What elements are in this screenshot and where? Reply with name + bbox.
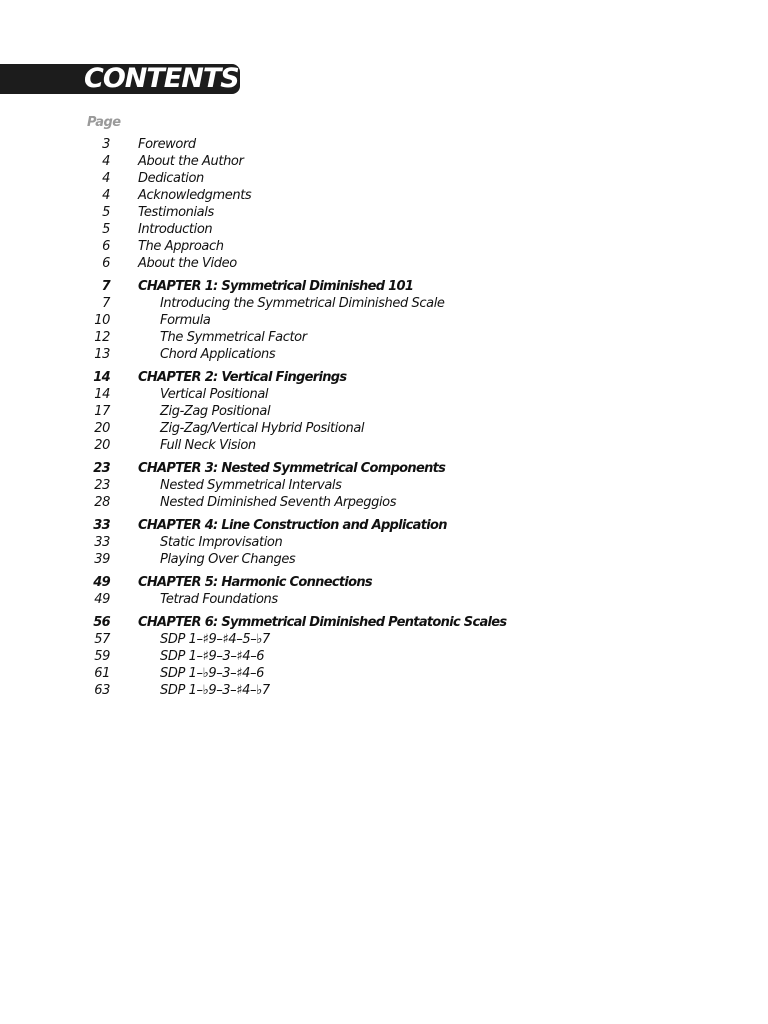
toc-entry-row xyxy=(0,420,768,437)
toc-chapter-title: CHAPTER 6: Symmetrical Diminished Pentatonic Scales xyxy=(138,615,507,630)
toc-entry-row xyxy=(0,386,768,403)
toc-entry-row xyxy=(0,221,768,238)
toc-page-number: 20 xyxy=(94,438,110,453)
toc-entry-row xyxy=(0,403,768,420)
toc-page-number: 14 xyxy=(94,387,110,402)
toc-page-number: 33 xyxy=(94,535,110,550)
toc-chapter-row xyxy=(0,574,768,591)
toc-chapter-row xyxy=(0,460,768,477)
toc-entry-row xyxy=(0,153,768,170)
toc-entry-title: SDP 1–♯9–3–♯4–6 xyxy=(160,649,265,664)
toc-entry-title: SDP 1–♯9–♯4–5–♭7 xyxy=(160,632,270,647)
toc-chapter-row xyxy=(0,614,768,631)
toc-entry-title: Full Neck Vision xyxy=(160,438,256,453)
toc-entry-row xyxy=(0,648,768,665)
toc-entry-title: SDP 1–♭9–3–♯4–♭7 xyxy=(160,683,270,698)
toc-page-number: 57 xyxy=(94,632,110,647)
toc-chapter-title: CHAPTER 4: Line Construction and Application xyxy=(138,518,447,533)
toc-entry-title: Playing Over Changes xyxy=(160,552,296,567)
toc-page-number: 7 xyxy=(101,279,110,294)
page-column-label: Page xyxy=(87,115,121,130)
toc-page-number: 20 xyxy=(94,421,110,436)
toc-page-number: 33 xyxy=(93,518,110,533)
toc-page-number: 4 xyxy=(102,171,110,186)
toc-entry-title: Zig-Zag Positional xyxy=(160,404,271,419)
toc-page-number: 10 xyxy=(94,313,110,328)
toc-page-number: 4 xyxy=(102,188,110,203)
toc-entry-title: Static Improvisation xyxy=(160,535,283,550)
toc-entry-title: About the Video xyxy=(138,256,237,271)
toc-entry-row xyxy=(0,170,768,187)
toc-entry-title: The Symmetrical Factor xyxy=(160,330,307,345)
toc-entry-row xyxy=(0,329,768,346)
toc-page-number: 5 xyxy=(102,205,110,220)
toc-entry-row xyxy=(0,255,768,272)
toc-page-number: 12 xyxy=(94,330,110,345)
toc-entry-title: SDP 1–♭9–3–♯4–6 xyxy=(160,666,265,681)
toc-entry-title: Zig-Zag/Vertical Hybrid Positional xyxy=(160,421,365,436)
toc-page-number: 61 xyxy=(94,666,110,681)
toc-page-number: 49 xyxy=(93,575,110,590)
toc-page-number: 59 xyxy=(94,649,110,664)
toc-entry-title: Vertical Positional xyxy=(160,387,269,402)
toc-entry-row xyxy=(0,312,768,329)
contents-banner xyxy=(0,64,240,94)
toc-page-number: 6 xyxy=(102,256,110,271)
toc-chapter-row xyxy=(0,278,768,295)
toc-entry-row xyxy=(0,534,768,551)
toc-entry-title: Foreword xyxy=(138,137,196,152)
toc-chapter-title: CHAPTER 5: Harmonic Connections xyxy=(138,575,372,590)
toc-entry-row xyxy=(0,591,768,608)
toc-entry-title: Tetrad Foundations xyxy=(160,592,278,607)
toc-entry-title: The Approach xyxy=(138,239,224,254)
toc-chapter-title: CHAPTER 2: Vertical Fingerings xyxy=(138,370,347,385)
toc-page-number: 23 xyxy=(94,478,110,493)
toc-entry-title: Testimonials xyxy=(138,205,214,220)
toc-chapter-row xyxy=(0,517,768,534)
toc-entry-row xyxy=(0,665,768,682)
toc-page-number: 3 xyxy=(102,137,110,152)
toc-page-number: 49 xyxy=(94,592,110,607)
toc-entry-row xyxy=(0,295,768,312)
toc-entry-title: Nested Diminished Seventh Arpeggios xyxy=(160,495,397,510)
toc-entry-title: Nested Symmetrical Intervals xyxy=(160,478,342,493)
toc-entry-row xyxy=(0,437,768,454)
toc-page-number: 28 xyxy=(94,495,110,510)
contents-title: CONTENTS xyxy=(84,63,239,94)
toc-page-number: 39 xyxy=(94,552,110,567)
toc-page-number: 14 xyxy=(93,370,110,385)
toc-entry-row xyxy=(0,187,768,204)
toc-entry-row xyxy=(0,551,768,568)
toc-chapter-title: CHAPTER 3: Nested Symmetrical Components xyxy=(138,461,446,476)
toc-page-number: 7 xyxy=(102,296,110,311)
toc-page-number: 13 xyxy=(94,347,110,362)
toc-entry-row xyxy=(0,682,768,699)
toc-page-number: 23 xyxy=(93,461,110,476)
toc-entry-title: Introducing the Symmetrical Diminished Scale xyxy=(160,296,445,311)
toc-page-number: 56 xyxy=(93,615,110,630)
toc-page-number: 5 xyxy=(102,222,110,237)
toc-page-number: 6 xyxy=(102,239,110,254)
toc-chapter-row xyxy=(0,369,768,386)
toc-entry-row xyxy=(0,204,768,221)
toc-entry-row xyxy=(0,477,768,494)
toc-chapter-title: CHAPTER 1: Symmetrical Diminished 101 xyxy=(138,279,414,294)
toc-entry-row xyxy=(0,494,768,511)
toc-entry-row xyxy=(0,346,768,363)
toc-entry-row xyxy=(0,136,768,153)
toc-page-number: 4 xyxy=(102,154,110,169)
toc-entry-title: Introduction xyxy=(138,222,213,237)
toc-entry-row xyxy=(0,631,768,648)
toc-entry-title: Chord Applications xyxy=(160,347,276,362)
toc-entry-title: Acknowledgments xyxy=(138,188,252,203)
toc-page-number: 17 xyxy=(94,404,110,419)
toc-entry-title: Formula xyxy=(160,313,211,328)
toc-page-number: 63 xyxy=(94,683,110,698)
toc-entry-row xyxy=(0,238,768,255)
toc-entry-title: About the Author xyxy=(138,154,244,169)
toc-entry-title: Dedication xyxy=(138,171,204,186)
